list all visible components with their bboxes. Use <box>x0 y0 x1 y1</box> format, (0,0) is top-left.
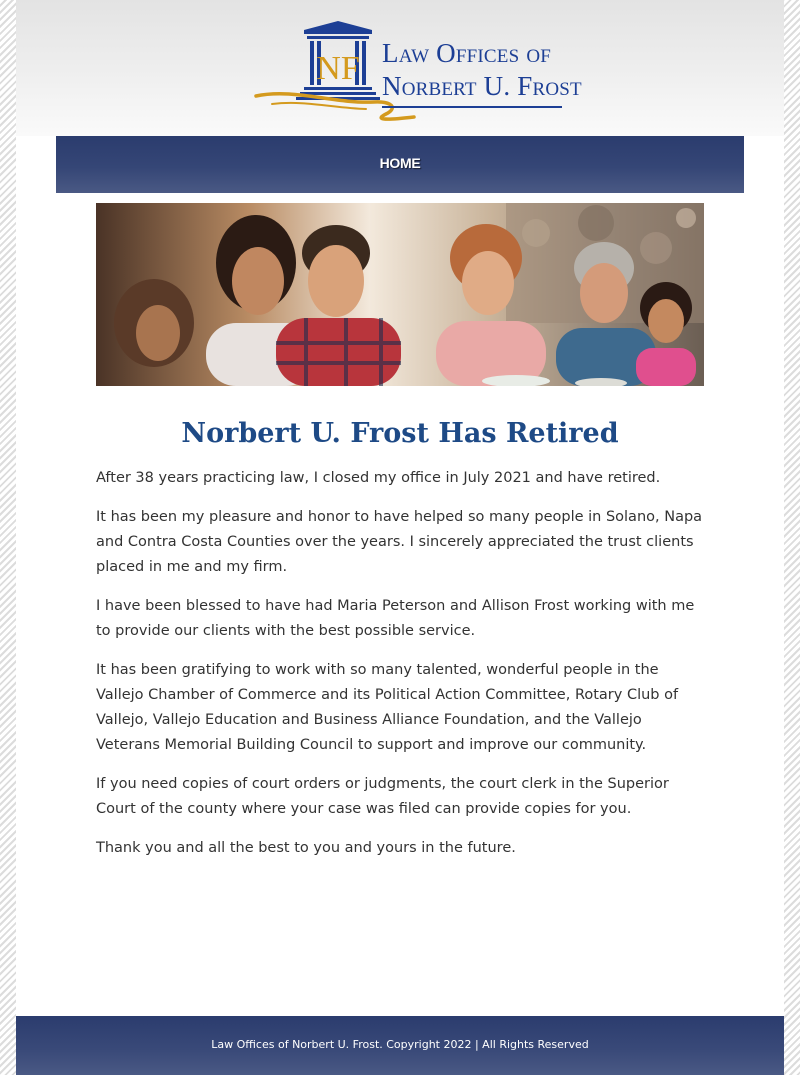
main-navigation <box>56 136 744 193</box>
courthouse-logo-icon <box>254 18 566 122</box>
page-title: Norbert U. Frost Has Retired <box>181 418 619 449</box>
site-footer <box>16 1016 784 1075</box>
svg-text:NF: NF <box>316 50 360 87</box>
footer-copyright: Law Offices of Norbert U. Frost. Copyright 2022 | All Rights Reserved <box>211 1038 589 1051</box>
nav-item-home[interactable]: HOME <box>379 155 421 171</box>
hero-family-photo <box>96 203 704 386</box>
site-header <box>16 0 784 136</box>
logo-text-line2: Norbert U. Frost <box>382 71 582 101</box>
paragraph-staff-thanks: I have been blessed to have had Maria Peterson and Allison Frost working with me to provide our clients with the best possible service. <box>96 598 695 639</box>
retirement-message <box>96 466 708 875</box>
paragraph-years-practicing: After 38 years practicing law, I closed my office in July 2021 and have retired. <box>96 470 661 486</box>
logo-text-line1: Law Offices of <box>382 38 552 68</box>
paragraph-community: It has been gratifying to work with so many talented, wonderful people in the Vallejo Chamber of Commerce and its Political Action Committee, Rotary Club of Vallejo, Vallejo Education and Business Alliance Foundation, and the Vallejo Veterans Memorial Building Council to support and improve our community. <box>96 662 679 753</box>
site-logo[interactable] <box>254 18 582 122</box>
page-container <box>16 0 784 1075</box>
paragraph-pleasure-honor: It has been my pleasure and honor to have helped so many people in Solano, Napa and Contra Costa Counties over the years. I sincerely appreciated the trust clients placed in me and my firm. <box>96 509 703 575</box>
family-photo-image <box>96 203 704 386</box>
paragraph-court-copies: If you need copies of court orders or judgments, the court clerk in the Superior Court of the county where your case was filed can provide copies for you. <box>96 776 669 817</box>
paragraph-farewell: Thank you and all the best to you and yours in the future. <box>96 840 516 856</box>
